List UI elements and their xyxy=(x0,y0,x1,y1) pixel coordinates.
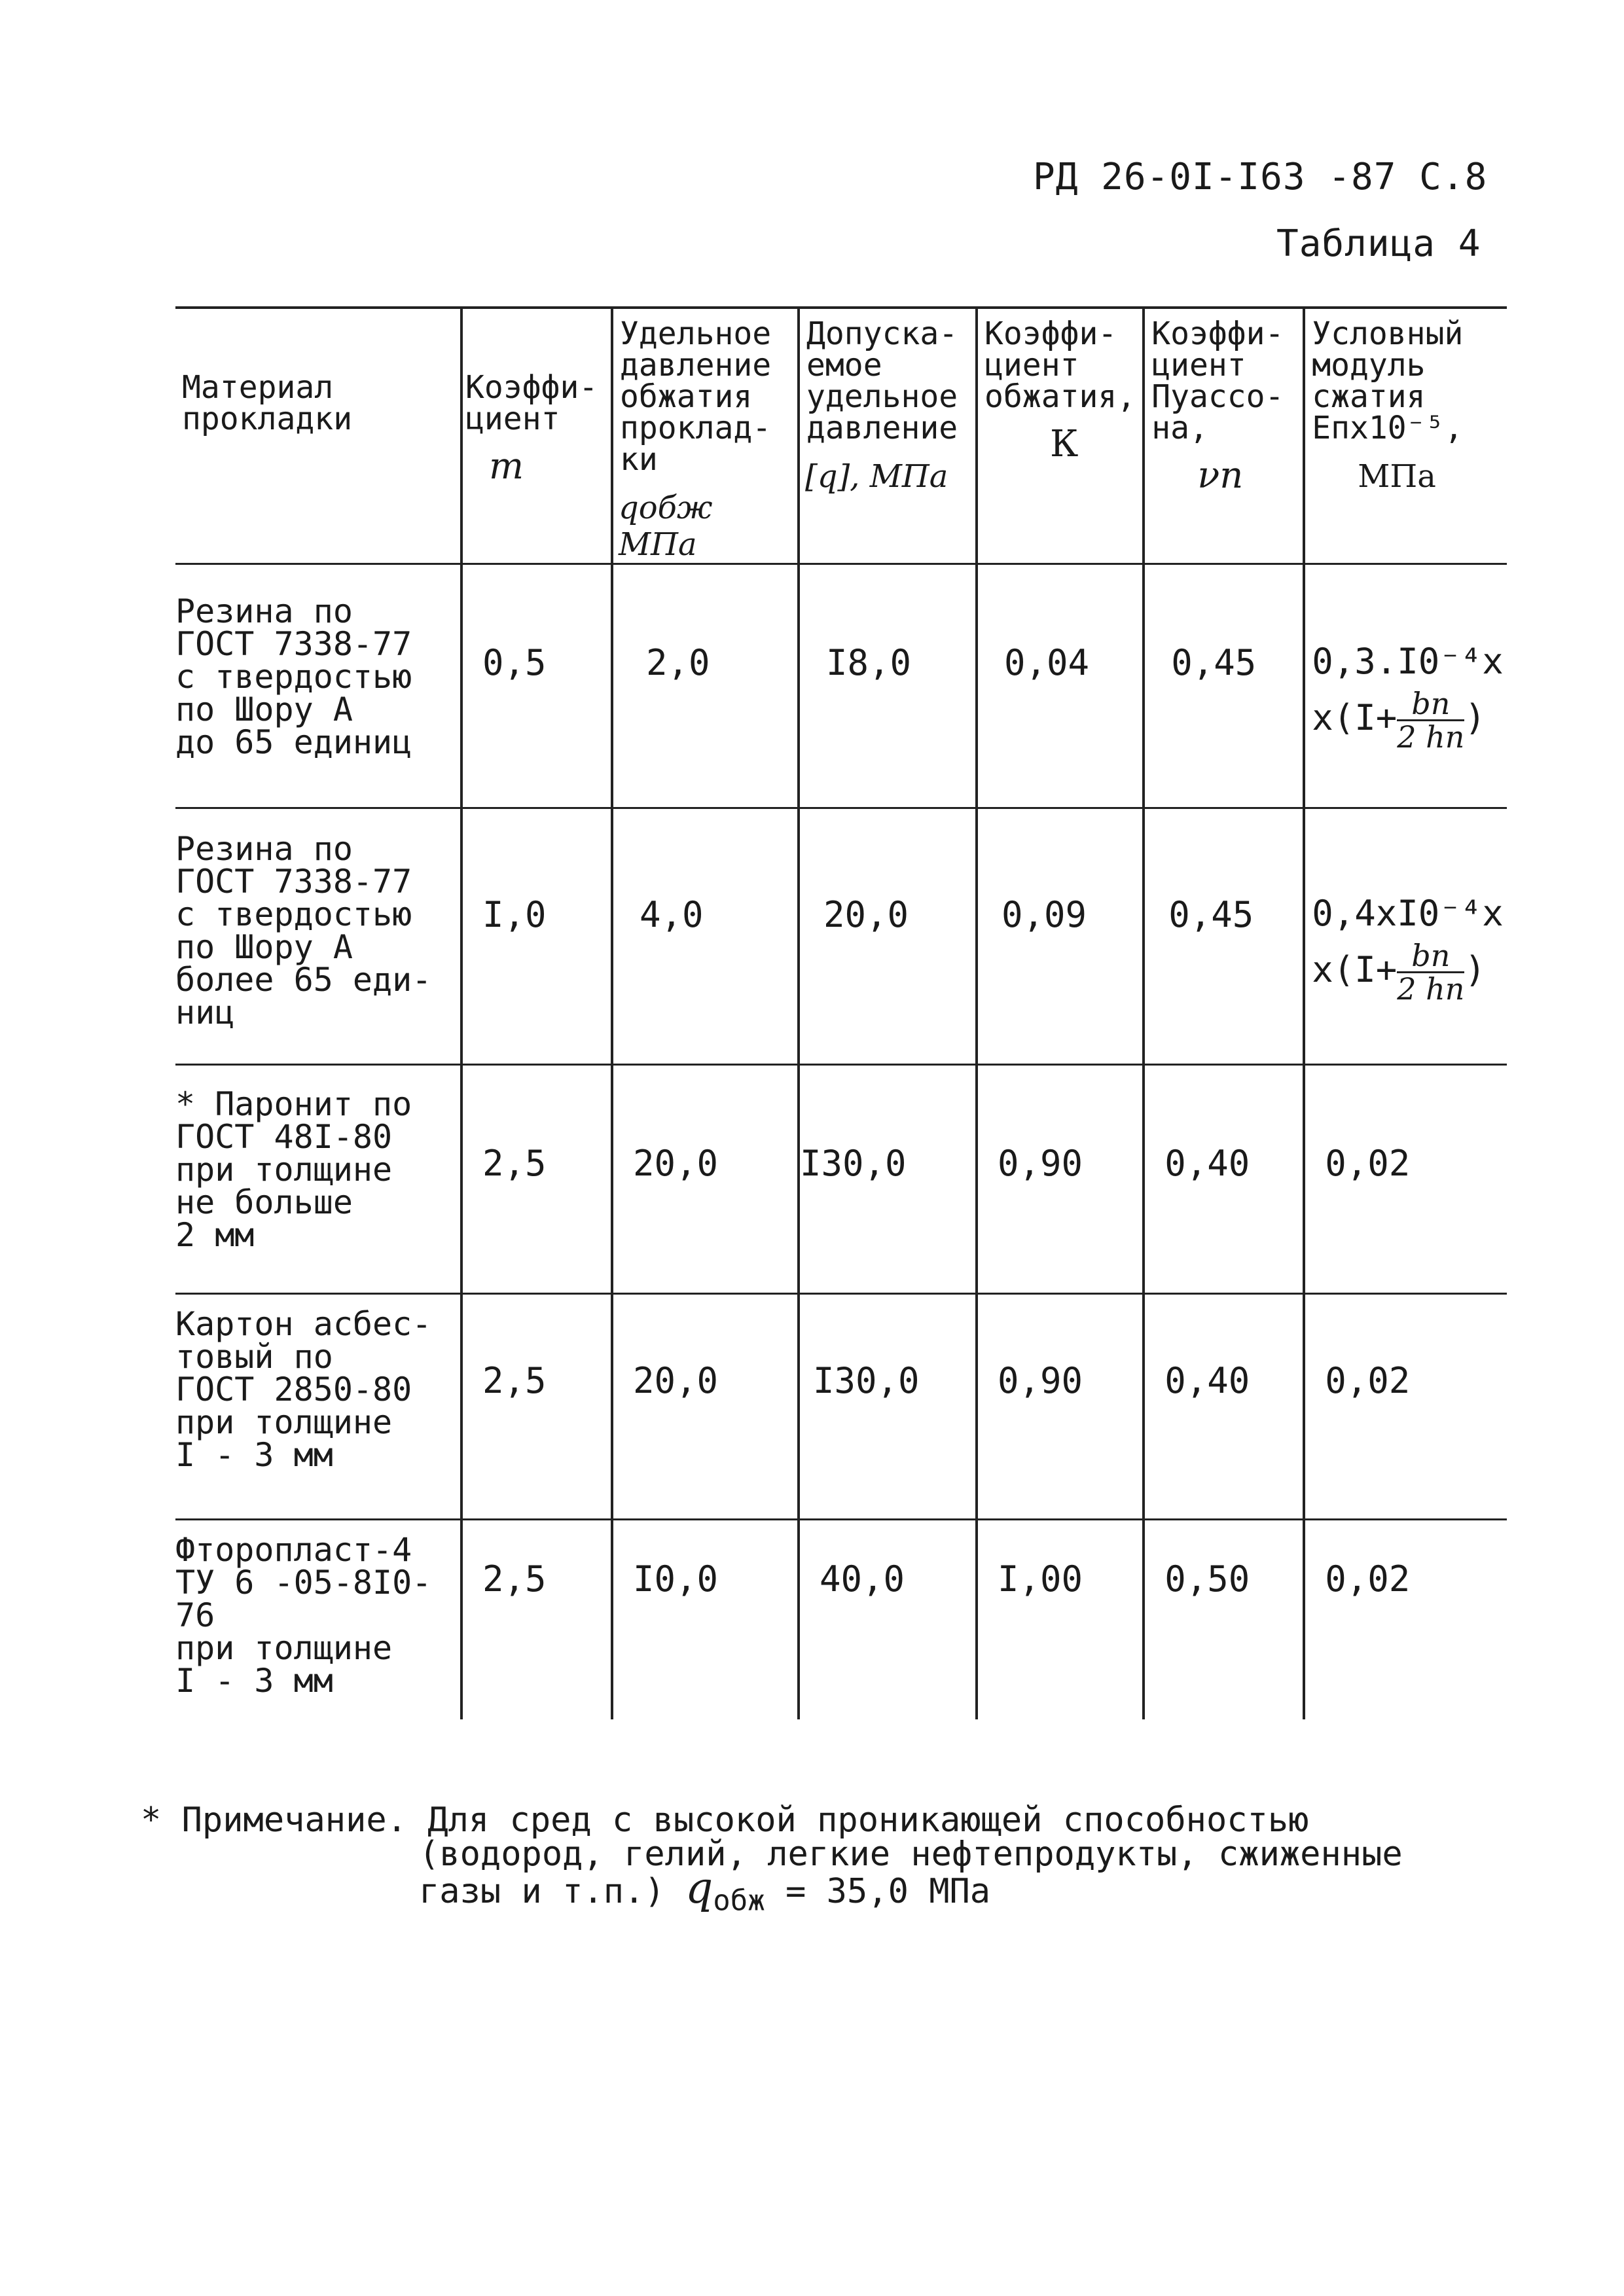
material-cell: Резина по ГОСТ 7338-77 с твердостью по Шору А до 65 единиц xyxy=(175,592,412,761)
table-header-row xyxy=(175,308,1507,564)
q-allow-cell: I8,0 xyxy=(826,642,912,683)
modulus-cell: 0,4хI0⁻⁴х х(I+ $\frac{bп}{2 hп}$) xyxy=(1312,893,1504,1007)
symbol-nu: νп xyxy=(1197,454,1244,497)
table-row xyxy=(175,1065,1507,1294)
q-obzh-cell: 20,0 xyxy=(633,1143,719,1184)
symbol-k: К xyxy=(1050,423,1079,465)
material-cell: Картон асбес- товый по ГОСТ 2850-80 при толщине I - 3 мм xyxy=(175,1305,432,1474)
table-row xyxy=(175,808,1507,1065)
q-allow-cell: 20,0 xyxy=(823,894,909,935)
modulus-cell: 0,02 xyxy=(1325,1558,1411,1600)
m-cell: 2,5 xyxy=(482,1143,547,1184)
col-header-m: Коэффи- циент m xyxy=(461,308,612,564)
footnote xyxy=(141,1803,1403,1918)
k-cell: 0,09 xyxy=(1001,894,1087,935)
col-header-q-obzh: Удельное давление обжатия проклад- ки qобж МПа xyxy=(612,308,799,564)
symbol-m: m xyxy=(489,445,524,488)
table-row xyxy=(175,1520,1507,1719)
material-cell: * Паронит по ГОСТ 48I-80 при толщине не больше 2 мм xyxy=(175,1085,412,1254)
q-obzh-cell: 20,0 xyxy=(633,1360,719,1401)
fraction-b-over-2h: $\frac{bп}{2 hп}$ xyxy=(1397,938,1465,1007)
q-symbol: q xyxy=(685,1863,713,1913)
col-header-material: Материал прокладки xyxy=(175,308,461,564)
col-header-modulus: Условный модуль сжатия Епх10⁻⁵, МПа xyxy=(1304,308,1507,564)
q-obzh-cell: I0,0 xyxy=(633,1558,719,1600)
m-cell: 2,5 xyxy=(482,1558,547,1600)
m-cell: 0,5 xyxy=(482,642,547,683)
q-obzh-cell: 2,0 xyxy=(646,642,710,683)
m-cell: I,0 xyxy=(482,894,547,935)
q-allow-cell: I30,0 xyxy=(813,1360,920,1401)
poisson-cell: 0,50 xyxy=(1164,1558,1250,1600)
symbol-mpa: МПа xyxy=(1358,458,1436,495)
k-cell: 0,04 xyxy=(1004,642,1090,683)
footnote-line-2: (водород, гелий, легкие нефтепродукты, сжиженные xyxy=(419,1835,1403,1874)
material-cell: Резина по ГОСТ 7338-77 с твердостью по Шору А более 65 еди- ниц xyxy=(175,830,432,1031)
m-cell: 2,5 xyxy=(482,1360,547,1401)
document-code: РД 26-0I-I63 -87 С.8 xyxy=(1033,156,1488,198)
footnote-line-3: газы и т.п.) $q_{обж} = 35,0$ МПа xyxy=(419,1863,991,1918)
col-header-poisson: Коэффи- циент Пуассо- на, νп xyxy=(1144,308,1304,564)
modulus-cell: 0,02 xyxy=(1325,1360,1411,1401)
col-header-q-allow: Допуска- емое удельное давление [q], МПа xyxy=(799,308,977,564)
footnote-line-1: * Примечание. Для сред с высокой проникающей способностью xyxy=(141,1801,1309,1840)
k-cell: 0,90 xyxy=(998,1143,1083,1184)
modulus-cell: 0,02 xyxy=(1325,1143,1411,1184)
symbol-q-obzh: qобж МПа xyxy=(619,490,713,563)
table-row xyxy=(175,564,1507,808)
poisson-cell: 0,45 xyxy=(1168,894,1254,935)
modulus-cell: 0,3.I0⁻⁴х х(I+ $\frac{bп}{2 hп}$) xyxy=(1312,641,1504,755)
k-cell: I,00 xyxy=(998,1558,1083,1600)
fraction-b-over-2h: $\frac{bп}{2 hп}$ xyxy=(1397,686,1465,755)
poisson-cell: 0,40 xyxy=(1164,1143,1250,1184)
gasket-materials-table xyxy=(175,306,1507,1719)
poisson-cell: 0,40 xyxy=(1164,1360,1250,1401)
table-row xyxy=(175,1294,1507,1520)
poisson-cell: 0,45 xyxy=(1171,642,1257,683)
col-header-k: Коэффи- циент обжатия, К xyxy=(977,308,1144,564)
k-cell: 0,90 xyxy=(998,1360,1083,1401)
q-allow-cell: 40,0 xyxy=(820,1558,905,1600)
q-allow-cell: I30,0 xyxy=(800,1143,907,1184)
symbol-q-allow: [q], МПа xyxy=(805,458,948,495)
q-obzh-cell: 4,0 xyxy=(640,894,704,935)
material-cell: Фторопласт-4 ТУ 6 -05-8I0-76 при толщине I - 3 мм xyxy=(175,1531,432,1700)
table-title: Таблица 4 xyxy=(1276,223,1481,265)
